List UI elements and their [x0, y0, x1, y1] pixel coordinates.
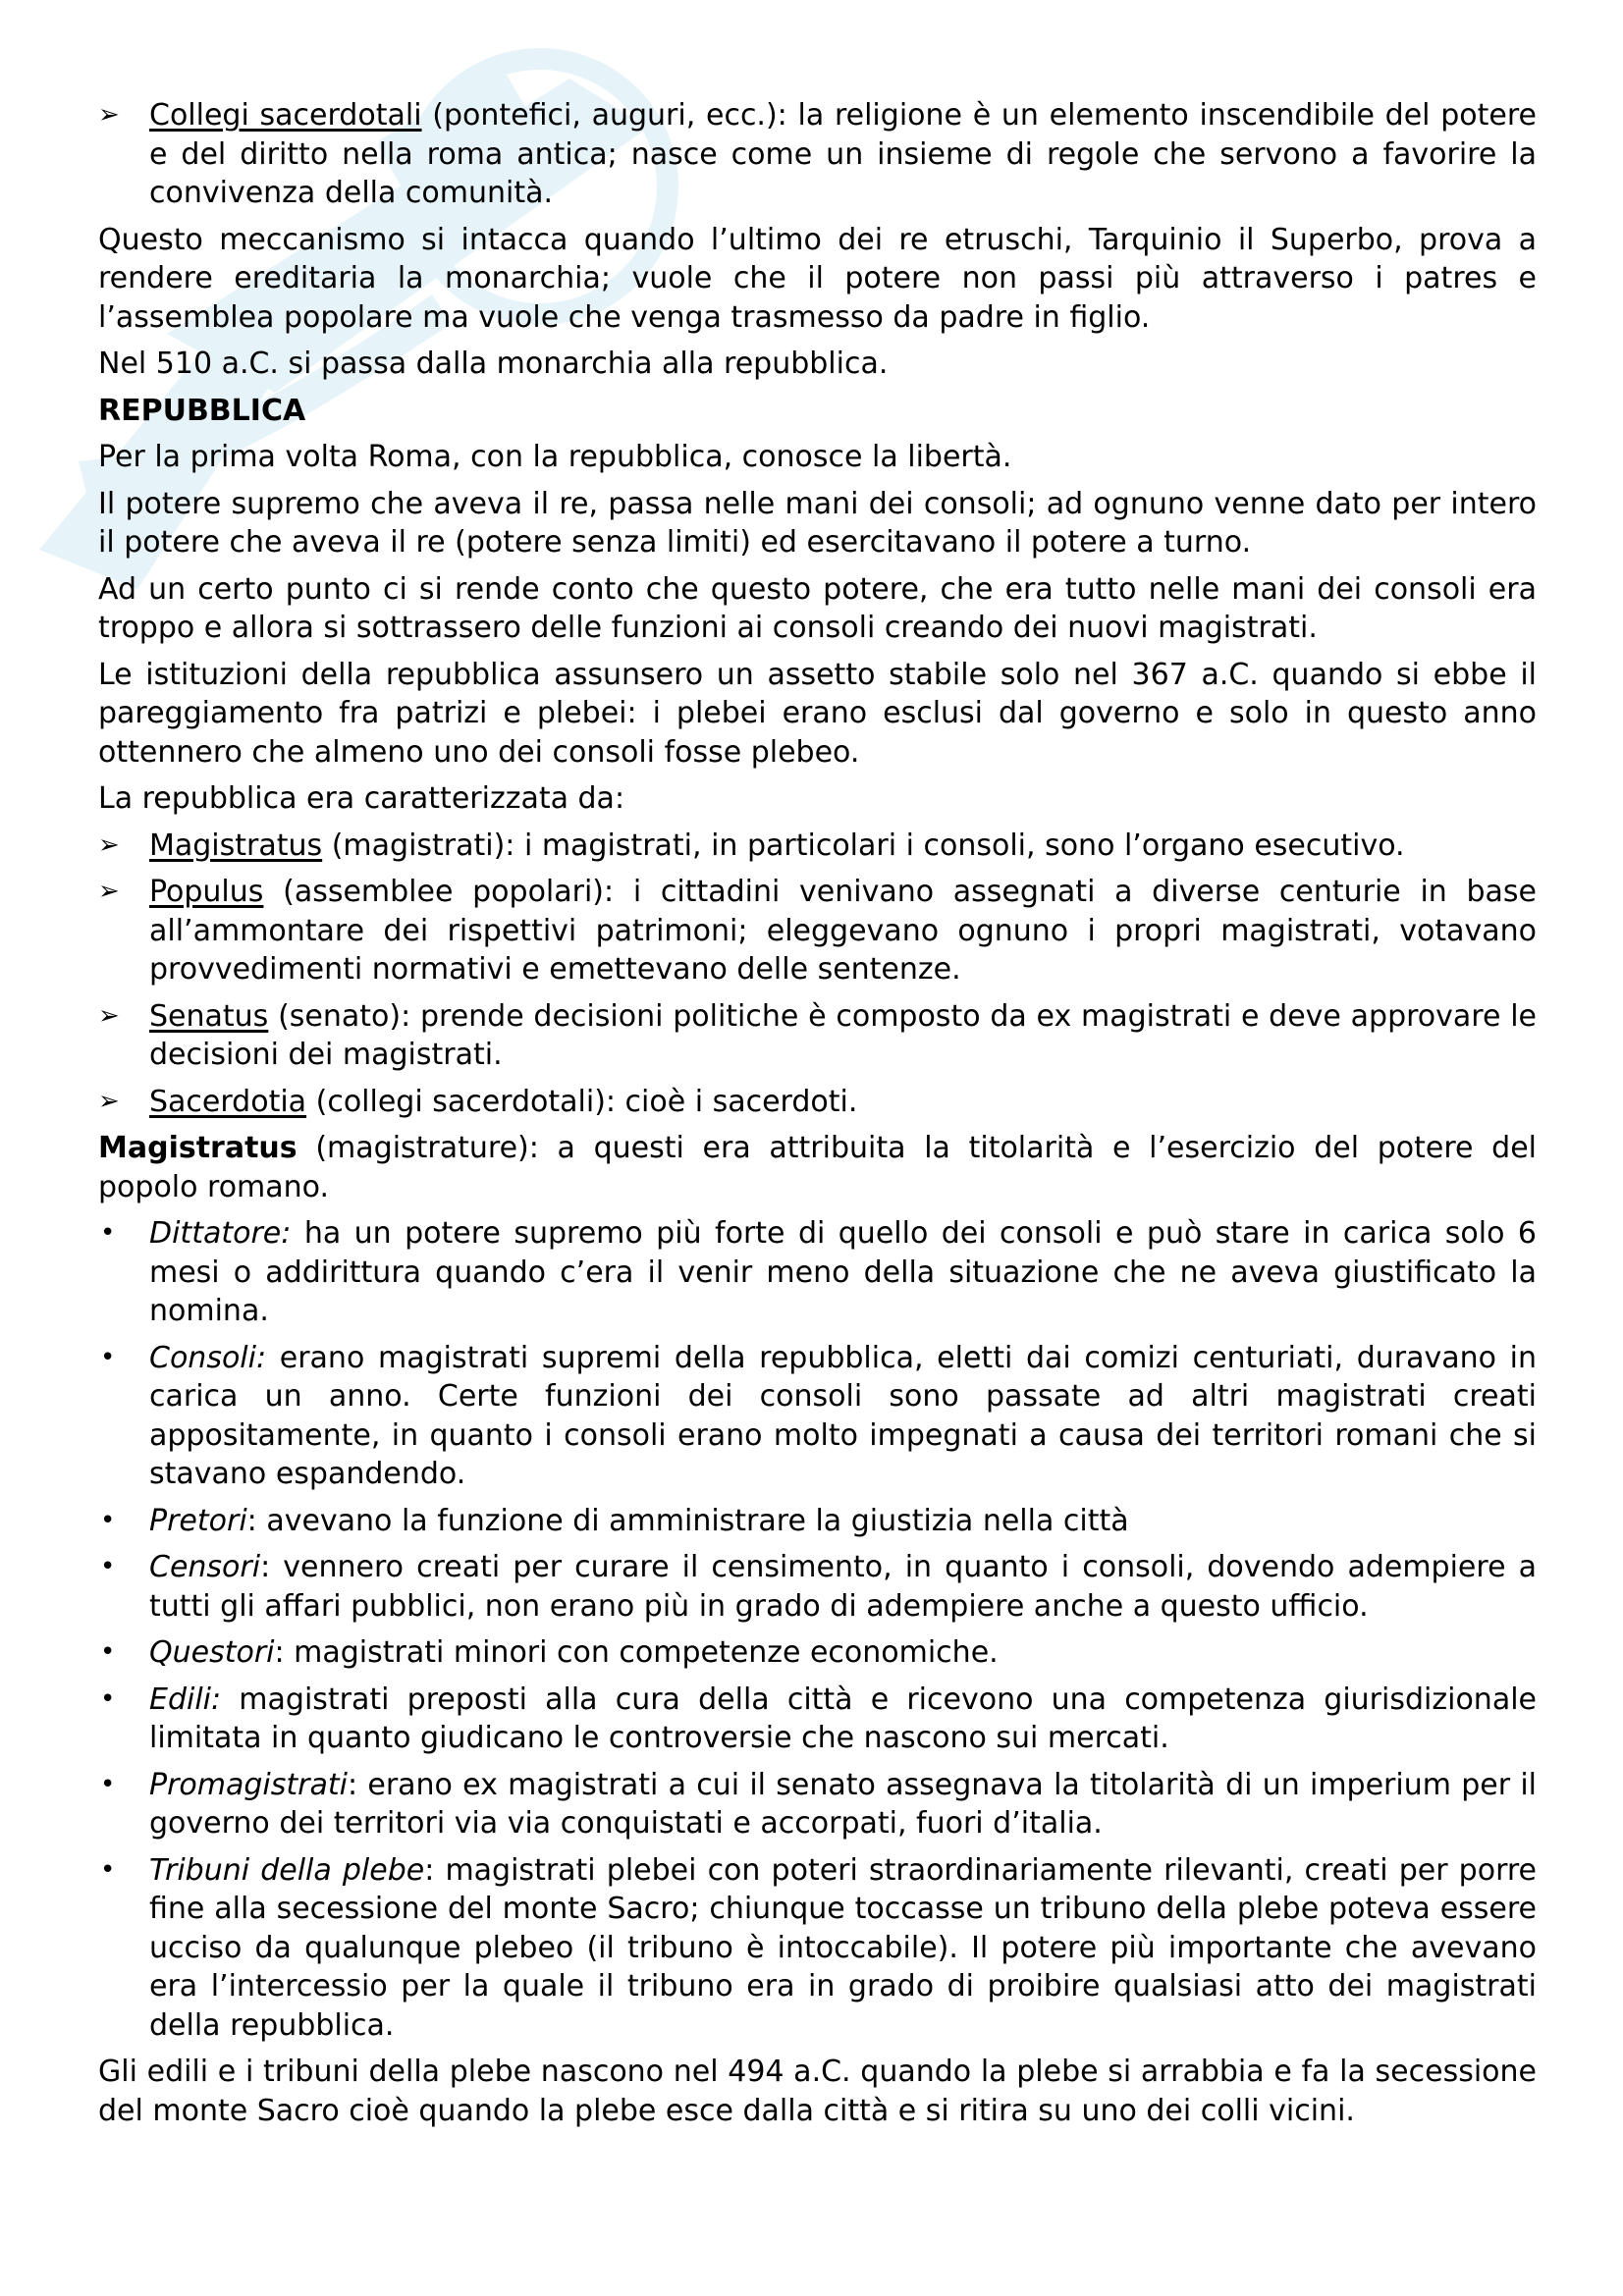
list-item-censori [98, 1548, 1537, 1626]
section-heading: REPUBBLICA [98, 393, 306, 428]
bullet-icon: • [100, 1505, 116, 1535]
list-text: ha un potere supremo più forte di quello dei consoli e può stare in carica solo 6 mesi o addirittura quando c’era il venir meno della situazione che ne aveva giustificato la nomina. [149, 1216, 1537, 1328]
paragraph-liberta: Per la prima volta Roma, con la repubblica, conosce la libertà. [98, 440, 1012, 474]
list-term: Senatus [149, 998, 269, 1034]
bullet-icon: • [100, 1854, 116, 1885]
list-item-dittatore [98, 1214, 1537, 1331]
paragraph-consoli: Il potere supremo che aveva il re, passa nelle mani dei consoli; ad ognuno venne dato per intero il potere che aveva il re (potere senza limiti) ed esercitavano il potere a turno. [98, 486, 1537, 560]
list-term: Pretori [149, 1503, 247, 1538]
bullet-icon: • [100, 1683, 116, 1714]
list-term: Magistratus [149, 828, 323, 863]
paragraph-nuovi-magistrati: Ad un certo punto ci si rende conto che questo potere, che era tutto nelle mani dei consoli era troppo e allora si sottrassero delle funzioni ai consoli creando dei nuovi magistrati. [98, 571, 1537, 645]
arrow-bullet-icon: ➢ [98, 1000, 120, 1031]
list-item-promagistrati [98, 1766, 1537, 1843]
list-term: Consoli: [149, 1340, 267, 1375]
paragraph-367: Le istituzioni della repubblica assunsero un assetto stabile solo nel 367 a.C. quando si ebbe il pareggiamento fra patrizi e plebei: i plebei erano esclusi dal governo e solo in questo anno ottennero che almeno uno dei consoli fosse plebeo. [98, 657, 1537, 770]
list-term: Dittatore: [149, 1216, 292, 1251]
list-term: Tribuni della plebe [149, 1852, 425, 1888]
bullet-icon: • [100, 1552, 116, 1581]
bullet-icon: • [100, 1769, 116, 1799]
list-term: Populus [149, 875, 264, 909]
arrow-bullet-icon: ➢ [98, 829, 120, 860]
list-item-edili [98, 1681, 1537, 1758]
list-text: : magistrati plebei con poteri straordinariamente rilevanti, creati per porre fine alla secessione del monte Sacro; chiunque toccasse un tribuno della plebe poteva essere ucciso da qualunque plebeo (il tribuno è intoccabile). Il potere più importante che avevano era l’intercessio per la quale il tribuno era in grado di proibire qualsiasi atto dei magistrati della repubblica. [149, 1852, 1538, 2043]
magistratus-text: (magistrature): a questi era attribuita la titolarità e l’esercizio del potere del popolo romano. [98, 1131, 1537, 1204]
list-text: (collegi sacerdotali): cioè i sacerdoti. [306, 1084, 858, 1119]
arrow-bullet-icon: ➢ [98, 877, 120, 906]
list-text: (senato): prende decisioni politiche è composto da ex magistrati e deve approvare le decisioni dei magistrati. [149, 998, 1537, 1072]
list-term: Promagistrati [149, 1767, 348, 1802]
arrow-bullet-icon: ➢ [98, 100, 120, 130]
list-text: : erano ex magistrati a cui il senato assegnava la titolarità di un imperium per il governo dei territori via via conquistati e accorpati, fuori d’italia. [149, 1767, 1537, 1841]
document-page [98, 96, 1537, 2138]
list-item-collegi [98, 96, 1537, 213]
list-item-magistratus [98, 827, 1537, 866]
list-text: : vennero creati per curare il censimento, in quanto i consoli, dovendo adempiere a tutti gli affari pubblici, non erano più in grado di adempiere anche a questo ufficio. [149, 1550, 1537, 1624]
paragraph-magistratus-intro [98, 1129, 1537, 1206]
list-term: Sacerdotia [149, 1084, 307, 1119]
list-item-tribuni [98, 1851, 1537, 2046]
list-text: : avevano la funzione di amministrare la giustizia nella città [246, 1503, 1129, 1538]
paragraph-caratterizzata: La repubblica era caratterizzata da: [98, 781, 625, 816]
list-term: Collegi sacerdotali [149, 98, 422, 133]
bullet-icon: • [100, 1637, 116, 1667]
paragraph-510: Nel 510 a.C. si passa dalla monarchia alla repubblica. [98, 347, 889, 381]
list-term: Edili: [149, 1682, 222, 1717]
list-item-senatus [98, 997, 1537, 1075]
list-text: : magistrati minori con competenze economiche. [274, 1635, 999, 1670]
magistratus-term: Magistratus [98, 1131, 298, 1165]
list-text: magistrati preposti alla cura della città e ricevono una competenza giurisdizionale limitata in quanto giudicano le controversie che nascono sui mercati. [149, 1682, 1537, 1755]
list-term: Censori [149, 1550, 261, 1584]
list-item-sacerdotia [98, 1083, 1537, 1122]
list-text: (assemblee popolari): i cittadini venivano assegnati a diverse centurie in base all’ammontare dei rispettivi patrimoni; eleggevano ognuno i propri magistrati, votavano provvedimenti normativi e emettevano delle sentenze. [149, 875, 1537, 987]
bullet-icon: • [100, 1218, 116, 1248]
list-item-consoli [98, 1339, 1537, 1494]
bullet-icon: • [100, 1342, 116, 1372]
list-item-populus [98, 873, 1537, 989]
list-text: (magistrati): i magistrati, in particolari i consoli, sono l’organo esecutivo. [322, 828, 1405, 863]
list-item-questori [98, 1633, 1537, 1673]
list-term: Questori [149, 1635, 275, 1670]
list-text: (pontefici, auguri, ecc.): la religione è un elemento inscendibile del potere e del diritto nella roma antica; nasce come un insieme di regole che servono a favorire la convivenza della comunità. [149, 98, 1537, 210]
arrow-bullet-icon: ➢ [98, 1086, 120, 1116]
paragraph-closing: Gli edili e i tribuni della plebe nascono nel 494 a.C. quando la plebe si arrabbia e fa la secessione del monte Sacro cioè quando la plebe esce dalla città e si ritira su uno dei colli vicini. [98, 2055, 1537, 2128]
list-text: erano magistrati supremi della repubblica, eletti dai comizi centuriati, duravano in carica un anno. Certe funzioni dei consoli sono passate ad altri magistrati creati appositamente, in quanto i consoli erano molto impegnati a causa dei territori romani che si stavano espandendo. [149, 1340, 1537, 1491]
list-item-pretori [98, 1502, 1537, 1541]
paragraph-tarquinio: Questo meccanismo si intacca quando l’ultimo dei re etruschi, Tarquinio il Superbo, prova a rendere ereditaria la monarchia; vuole che il potere non passi più attraverso i patres e l’assemblea popolare ma vuole che venga trasmesso da padre in figlio. [98, 222, 1537, 335]
